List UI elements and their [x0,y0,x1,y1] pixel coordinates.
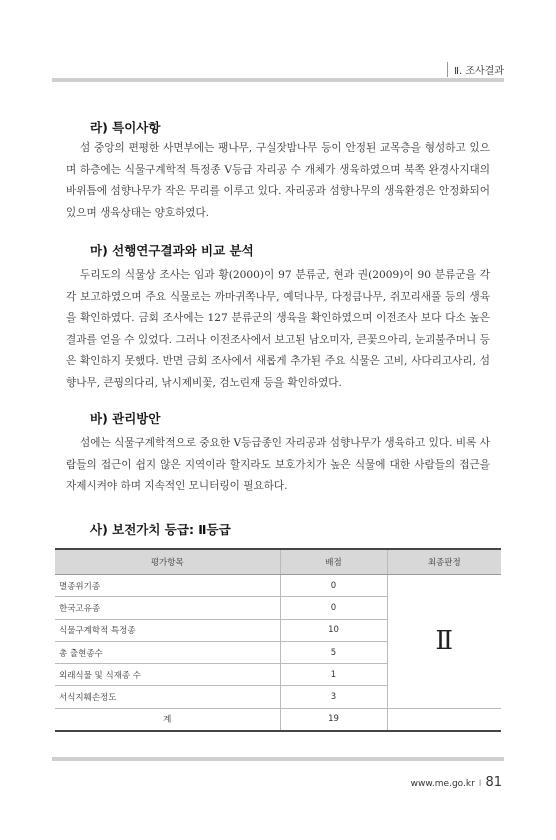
row-item: 식물구계학적 특정종 [55,619,280,641]
header-item: 평가항목 [55,549,280,575]
row-item: 멸종위기종 [55,575,280,597]
page-number: 81 [485,775,502,790]
final-grade: Ⅱ [387,575,501,709]
chapter-label: Ⅱ. 조사결과 [447,62,504,77]
header-final-grade: 최종판정 [387,549,501,575]
footer-separator: I [478,779,482,789]
section-title-special-notes: 라) 특이사항 [90,120,161,135]
footer-divider [52,757,504,761]
total-grade-cell [387,708,501,731]
section-title-conservation-grade: 사) 보전가치 등급: Ⅱ등급 [90,522,231,537]
paragraph-prior-research: 두리도의 식물상 조사는 임과 황(2000)이 97 분류군, 현과 권(2009)이 90 분류군을 각각 보고하였으며 주요 식물로는 까마귀쪽나무, 예덕나무, 다정큼나무, 쥐꼬리새풀 등의 생육을 확인하였다. 금회 조사에는 127 분류군의 생육을 확인하였으며 이전조사 보다 다소 높은 결과를 얻을 수 있었다. 그러나 이전조사에서 보고된 남오미자, 큰꽃으아리, 눈괴불주머니 등은 확인하지 못했다. 반면 금회 조사에서 새롭게 추가된 주요 식물은 고비, 사다리고사리, 섬향나무, 큰꿩의다리, 낚시제비꽃, 검노린재 등을 확인하였다. [66,269,490,389]
paragraph-special-notes: 섬 중앙의 편평한 사면부에는 팽나무, 구실잣밤나무 등이 안정된 교목층을 형성하고 있으며 하층에는 식물구계학적 특정종 V등급 자리공 수 개체가 생육하였으며 북쪽 완경사지대의 바위틈에 섬향나무가 작은 무리를 이루고 있다. 자리공과 섬향나무의 생육환경은 안정화되어 있으며 생육상태는 양호하였다. [66,142,490,219]
total-label: 계 [55,708,280,731]
row-score: 5 [280,641,387,663]
evaluation-table [55,548,501,732]
row-score: 0 [280,597,387,619]
page-header [52,56,504,82]
row-item: 한국고유종 [55,597,280,619]
paragraph-management: 섬에는 식물구계학적으로 중요한 V등급종인 자리공과 섬향나무가 생육하고 있다. 비록 사람들의 접근이 쉽지 않은 지역이라 할지라도 보호가치가 높은 식물에 대한 사람들의 접근을 자제시켜야 하며 지속적인 모니터링이 필요하다. [66,437,490,492]
row-score: 3 [280,686,387,708]
table-row [55,575,501,597]
table-total-row [55,708,501,731]
section-title-prior-research: 마) 선행연구결과와 비교 분석 [90,243,254,258]
total-score: 19 [280,708,387,731]
row-item: 외래식물 및 식재종 수 [55,664,280,686]
row-score: 0 [280,575,387,597]
page-footer [411,771,502,790]
header-score: 배점 [280,549,387,575]
row-item: 총 출현종수 [55,641,280,663]
row-score: 1 [280,664,387,686]
row-score: 10 [280,619,387,641]
section-title-management: 바) 관리방안 [90,411,161,426]
footer-url: www.me.go.kr [410,779,475,789]
table-header-row [55,549,501,575]
row-item: 서식지훼손정도 [55,686,280,708]
